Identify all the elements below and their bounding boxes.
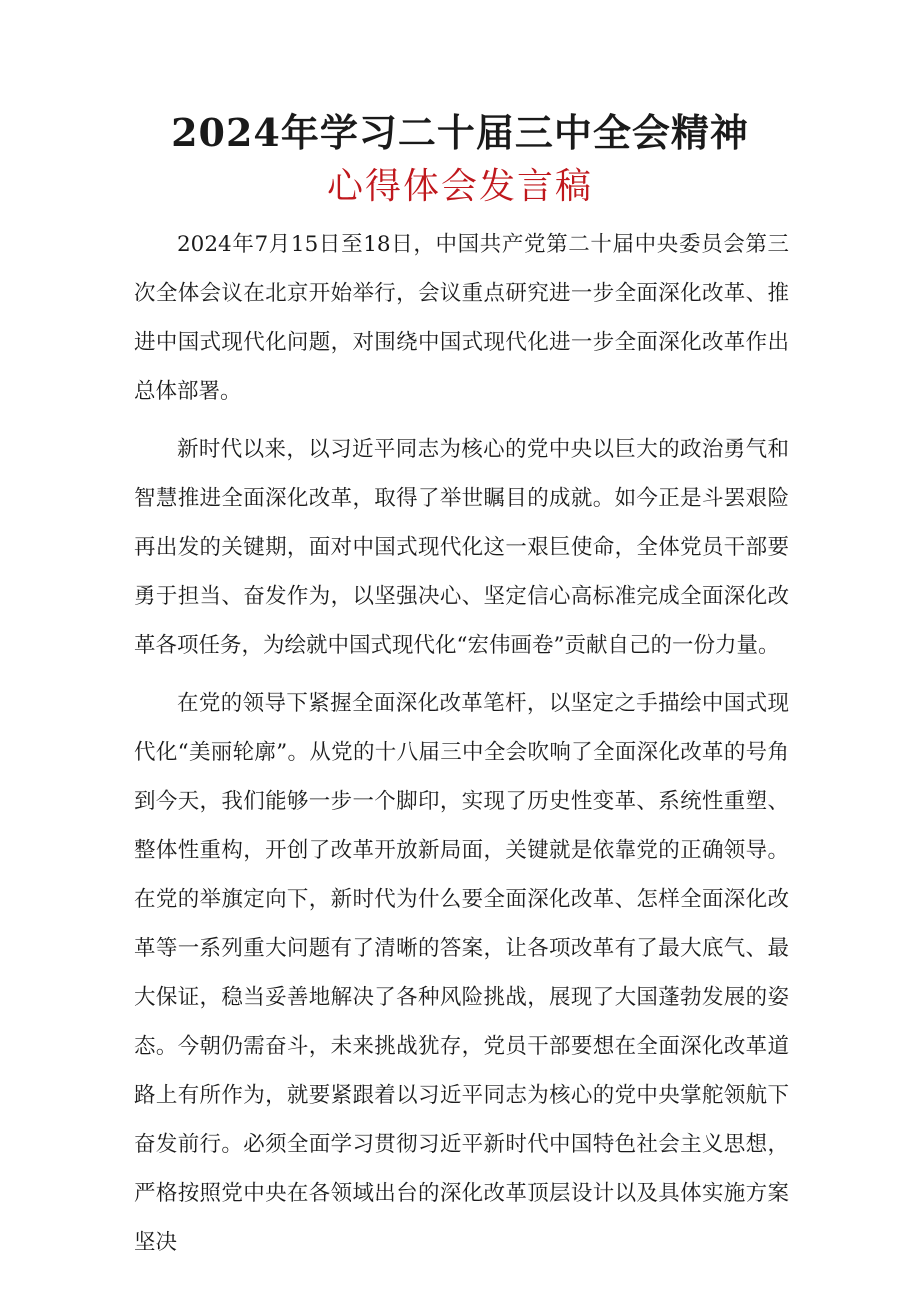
document-subtitle: 心得体会发言稿 [326, 166, 593, 207]
document-body [134, 220, 789, 1276]
body-paragraph: 在党的领导下紧握全面深化改革笔杆，以坚定之手描绘中国式现代化“美丽轮廓”。从党的十八届三中全会吹响了全面深化改革的号角到今天，我们能够一步一个脚印，实现了历史性变革、系统性重塑、整体性重构，开创了改革开放新局面，关键就是依靠党的正确领导。在党的举旗定向下，新时代为什么要全面深化改革、怎样全面深化改革等一系列重大问题有了清晰的答案，让各项改革有了最大底气、最大保证，稳当妥善地解决了各种风险挑战，展现了大国蓬勃发展的姿态。今朝仍需奋斗，未来挑战犹存，党员干部要想在全面深化改革道路上有所作为，就要紧跟着以习近平同志为核心的党中央掌舵领航下奋发前行。必须全面学习贯彻习近平新时代中国特色社会主义思想，严格按照党中央在各领域出台的深化改革顶层设计以及具体实施方案坚决 [134, 691, 789, 1255]
body-paragraph: 新时代以来，以习近平同志为核心的党中央以巨大的政治勇气和智慧推进全面深化改革，取得了举世瞩目的成就。如今正是斗罢艰险再出发的关键期，面对中国式现代化这一艰巨使命，全体党员干部要勇于担当、奋发作为，以坚强决心、坚定信心高标准完成全面深化改革各项任务，为绘就中国式现代化“宏伟画卷”贡献自己的一份力量。 [134, 437, 789, 658]
document-title: 2024年学习二十届三中全会精神 [171, 110, 749, 155]
body-paragraph: 2024年7月15日至18日，中国共产党第二十届中央委员会第三次全体会议在北京开始举行，会议重点研究进一步全面深化改革、推进中国式现代化问题，对围绕中国式现代化进一步全面深化改革作出总体部署。 [134, 232, 789, 404]
